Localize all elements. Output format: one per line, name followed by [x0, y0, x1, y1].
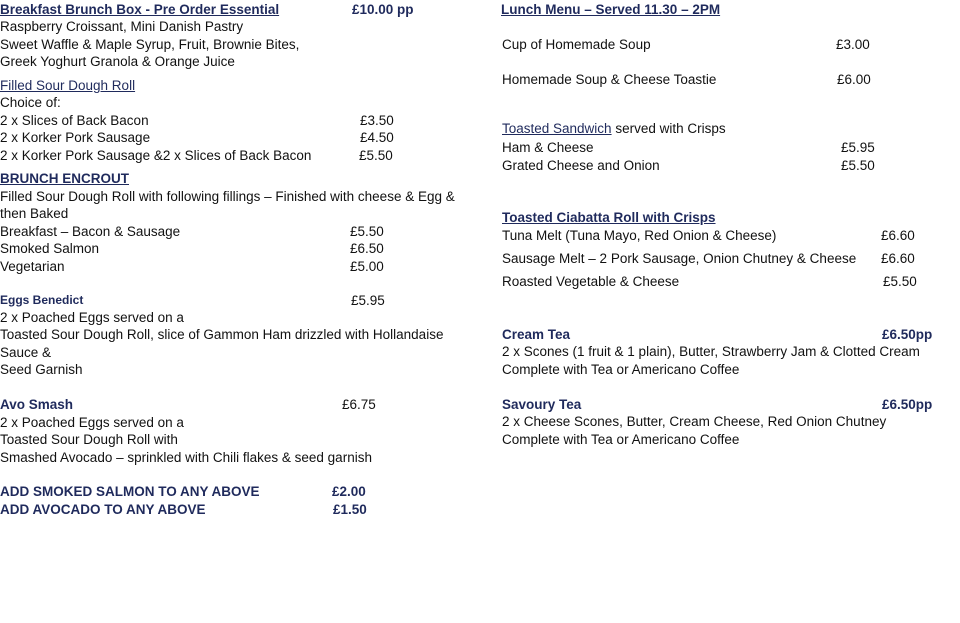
sour-dough-price: £4.50: [360, 130, 394, 145]
brunch-box-title: Breakfast Brunch Box - Pre Order Essential: [0, 2, 280, 17]
soup-price: £3.00: [836, 37, 870, 52]
soup-item: Cup of Homemade Soup: [502, 37, 651, 52]
brunch-box-price: £10.00 pp: [352, 2, 414, 17]
ciabatta-price: £5.50: [883, 274, 917, 289]
brunch-box-line: Sweet Waffle & Maple Syrup, Fruit, Brownie Bites,: [0, 37, 300, 52]
brunch-box-line: Raspberry Croissant, Mini Danish Pastry: [0, 19, 244, 34]
benedict-line: Seed Garnish: [0, 362, 83, 377]
encrout-price: £5.00: [350, 259, 384, 274]
encrout-desc: then Baked: [0, 206, 69, 221]
encrout-desc: Filled Sour Dough Roll with following fillings – Finished with cheese & Egg &: [0, 189, 455, 204]
sour-dough-item: 2 x Slices of Back Bacon: [0, 113, 149, 128]
savoury-tea-line: 2 x Cheese Scones, Butter, Cream Cheese, Red Onion Chutney: [502, 414, 887, 429]
sour-dough-choice: Choice of:: [0, 95, 61, 110]
avo-line: 2 x Poached Eggs served on a: [0, 415, 184, 430]
encrout-price: £6.50: [350, 241, 384, 256]
benedict-title: Eggs Benedict: [0, 293, 84, 307]
avo-price: £6.75: [342, 397, 376, 412]
ciabatta-item: Roasted Vegetable & Cheese: [502, 274, 680, 289]
ciabatta-title: Toasted Ciabatta Roll with Crisps: [502, 210, 716, 225]
encrout-item: Breakfast – Bacon & Sausage: [0, 224, 181, 239]
sandwich-title: Toasted Sandwich: [502, 121, 612, 136]
encrout-item: Vegetarian: [0, 259, 65, 274]
ciabatta-price: £6.60: [881, 228, 915, 243]
cream-tea-title: Cream Tea: [502, 327, 571, 342]
encrout-price: £5.50: [350, 224, 384, 239]
soup-item: Homemade Soup & Cheese Toastie: [502, 72, 717, 87]
benedict-price: £5.95: [351, 293, 385, 308]
cream-tea-price: £6.50pp: [882, 327, 933, 342]
encrout-title: BRUNCH ENCROUT: [0, 171, 129, 186]
extra-item: ADD SMOKED SALMON TO ANY ABOVE: [0, 484, 260, 499]
extra-item: ADD AVOCADO TO ANY ABOVE: [0, 502, 206, 517]
sour-dough-price: £5.50: [359, 148, 393, 163]
avo-line: Smashed Avocado – sprinkled with Chili flakes & seed garnish: [0, 450, 372, 465]
sandwich-item: Grated Cheese and Onion: [502, 158, 660, 173]
cream-tea-line: Complete with Tea or Americano Coffee: [502, 362, 740, 377]
sour-dough-item: 2 x Korker Pork Sausage &2 x Slices of Back Bacon: [0, 148, 312, 163]
sandwich-price: £5.50: [841, 158, 875, 173]
savoury-tea-title: Savoury Tea: [502, 397, 582, 412]
extra-price: £2.00: [332, 484, 366, 499]
ciabatta-price: £6.60: [881, 251, 915, 266]
soup-price: £6.00: [837, 72, 871, 87]
benedict-line: Sauce &: [0, 345, 52, 360]
ciabatta-item: Sausage Melt – 2 Pork Sausage, Onion Chutney & Cheese: [502, 251, 857, 266]
extra-price: £1.50: [333, 502, 367, 517]
sandwich-price: £5.95: [841, 140, 875, 155]
sandwich-item: Ham & Cheese: [502, 140, 594, 155]
benedict-line: 2 x Poached Eggs served on a: [0, 310, 184, 325]
savoury-tea-price: £6.50pp: [882, 397, 933, 412]
encrout-item: Smoked Salmon: [0, 241, 100, 256]
savoury-tea-line: Complete with Tea or Americano Coffee: [502, 432, 740, 447]
brunch-box-line: Greek Yoghurt Granola & Orange Juice: [0, 54, 235, 69]
lunch-menu-title: Lunch Menu – Served 11.30 – 2PM: [501, 2, 721, 17]
cream-tea-line: 2 x Scones (1 fruit & 1 plain), Butter, Strawberry Jam & Clotted Cream: [502, 344, 920, 359]
benedict-line: Toasted Sour Dough Roll, slice of Gammon Ham drizzled with Hollandaise: [0, 327, 444, 342]
avo-line: Toasted Sour Dough Roll with: [0, 432, 178, 447]
sour-dough-price: £3.50: [360, 113, 394, 128]
sandwich-suffix: served with Crisps: [611, 121, 726, 136]
sour-dough-item: 2 x Korker Pork Sausage: [0, 130, 151, 145]
sandwich-heading: [502, 120, 726, 137]
sour-dough-title: Filled Sour Dough Roll: [0, 78, 136, 93]
avo-title: Avo Smash: [0, 397, 74, 412]
ciabatta-item: Tuna Melt (Tuna Mayo, Red Onion & Cheese): [502, 228, 777, 243]
